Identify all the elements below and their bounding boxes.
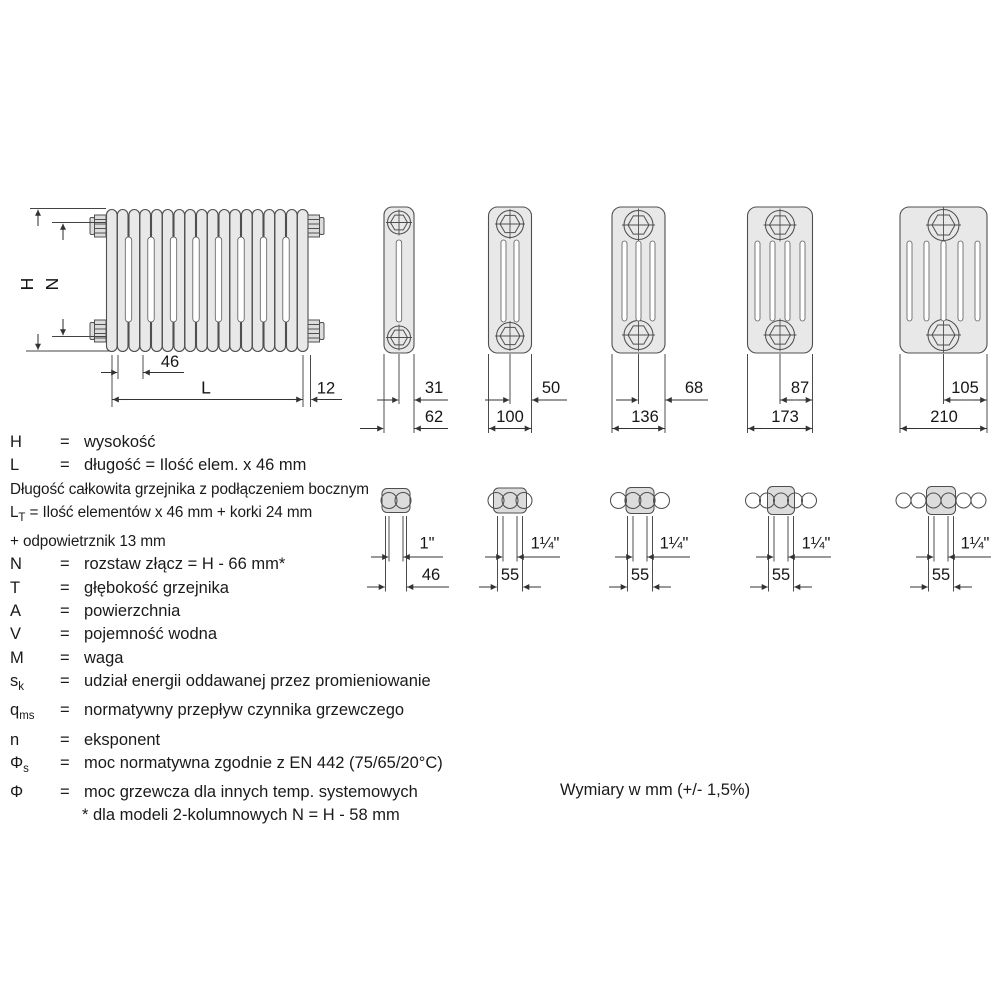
equals-sign: = bbox=[60, 701, 70, 720]
legend-symbol-sub: k bbox=[18, 680, 24, 693]
dim-label-depth: 173 bbox=[771, 408, 799, 426]
dim-label-half-depth: 105 bbox=[951, 379, 979, 397]
top-view-4col bbox=[609, 488, 690, 592]
legend-symbol: q bbox=[10, 701, 20, 720]
total-length-note-line2 bbox=[10, 501, 555, 530]
footnote: * dla modeli 2-kolumnowych N = H - 58 mm bbox=[82, 806, 400, 825]
legend-symbol: n bbox=[10, 730, 20, 749]
legend-desc: głębokość grzejnika bbox=[84, 578, 229, 597]
equals-sign: = bbox=[60, 555, 70, 574]
equals-sign: = bbox=[60, 433, 70, 451]
cross-section-6col bbox=[900, 207, 987, 433]
legend-symbol: N bbox=[10, 555, 22, 574]
cross-section-2col bbox=[360, 207, 448, 433]
equals-sign: = bbox=[60, 783, 70, 802]
total-length-note-line1: Długość całkowita grzejnika z podłączeniem bocznym bbox=[10, 480, 369, 498]
radiator-front-view bbox=[17, 209, 342, 408]
dim-label-height: H bbox=[17, 277, 37, 291]
dim-label-depth: 100 bbox=[496, 408, 524, 426]
dim-label-depth: 210 bbox=[930, 408, 958, 426]
equals-sign: = bbox=[60, 753, 70, 772]
top-view-5col bbox=[746, 487, 832, 592]
dim-label-pitch: 55 bbox=[500, 566, 520, 584]
dim-label-spacing: N bbox=[42, 277, 62, 291]
legend-desc: rozstaw złącz = H - 66 mm* bbox=[84, 555, 286, 574]
dim-label-depth: 136 bbox=[631, 408, 659, 426]
dim-label-pitch: 55 bbox=[630, 566, 650, 584]
dim-label-half-depth: 31 bbox=[424, 379, 444, 397]
dim-label-depth: 62 bbox=[424, 408, 444, 426]
dim-label-connection: 1" bbox=[419, 534, 435, 553]
legend-row bbox=[10, 623, 555, 646]
tolerance-note: Wymiary w mm (+/- 1,5%) bbox=[560, 781, 751, 799]
dim-label-element-pitch: 46 bbox=[160, 353, 180, 371]
legend-symbol: Φ bbox=[10, 783, 24, 802]
legend-symbol: H bbox=[10, 433, 22, 451]
legend-desc: normatywny przepływ czynnika grzewczego bbox=[84, 701, 405, 720]
dim-label-connection: 1¼" bbox=[659, 534, 689, 553]
legend-symbol: Φ bbox=[10, 753, 24, 772]
symbol-legend bbox=[10, 431, 555, 828]
legend-desc: eksponent bbox=[84, 730, 161, 749]
legend-symbol-sub: ms bbox=[19, 710, 35, 723]
top-view-6col bbox=[896, 487, 991, 592]
dim-label-length: L bbox=[201, 377, 211, 398]
lt-subscript: T bbox=[18, 511, 26, 524]
equals-sign: = bbox=[60, 730, 70, 749]
dim-label-half-depth: 68 bbox=[684, 379, 704, 397]
cross-section-3col bbox=[485, 207, 567, 433]
lt-symbol: L bbox=[10, 503, 19, 521]
legend-desc: moc normatywna zgodnie z EN 442 (75/65/20°C) bbox=[84, 753, 443, 772]
legend-row bbox=[10, 729, 555, 752]
legend-symbol: V bbox=[10, 625, 22, 644]
legend-symbol: A bbox=[10, 602, 22, 621]
legend-row bbox=[10, 752, 555, 781]
legend-symbol: s bbox=[10, 671, 19, 690]
dim-label-connection: 1¼" bbox=[801, 534, 831, 553]
equals-sign: = bbox=[60, 671, 70, 690]
dim-label-pitch: 55 bbox=[771, 566, 791, 584]
dim-label-pitch: 46 bbox=[421, 566, 441, 584]
equals-sign: = bbox=[60, 456, 70, 475]
legend-row bbox=[10, 699, 555, 728]
dim-label-half-depth: 50 bbox=[541, 379, 561, 397]
cross-section-5col bbox=[748, 207, 813, 433]
legend-row bbox=[10, 781, 555, 804]
legend-row bbox=[10, 647, 555, 670]
legend-symbol-sub: s bbox=[23, 762, 29, 775]
equals-sign: = bbox=[60, 625, 70, 644]
equals-sign: = bbox=[60, 648, 70, 667]
legend-desc: powierzchnia bbox=[84, 602, 181, 621]
legend-row bbox=[10, 670, 555, 699]
legend-symbol: L bbox=[10, 456, 20, 475]
dim-label-connection: 1¼" bbox=[530, 534, 560, 553]
legend-row bbox=[10, 600, 555, 623]
dim-label-connection: 1¼" bbox=[960, 534, 990, 553]
dim-label-pitch: 55 bbox=[931, 566, 951, 584]
lt-rest: = Ilość elementów x 46 mm + korki 24 mm bbox=[29, 503, 313, 521]
legend-desc: wysokość bbox=[84, 433, 156, 451]
equals-sign: = bbox=[60, 578, 70, 597]
legend-row bbox=[10, 431, 555, 454]
length-dimensions bbox=[101, 353, 342, 407]
legend-row bbox=[10, 553, 555, 576]
legend-symbol: T bbox=[10, 578, 21, 597]
total-length-note-line3: + odpowietrznik 13 mm bbox=[10, 533, 166, 551]
cross-section-4col bbox=[612, 207, 708, 433]
legend-desc: długość = Ilość elem. x 46 mm bbox=[84, 456, 307, 475]
radiator-elements bbox=[107, 210, 309, 352]
legend-desc: pojemność wodna bbox=[84, 625, 217, 644]
dim-label-side-extra: 12 bbox=[316, 379, 336, 398]
legend-symbol: M bbox=[10, 648, 24, 667]
legend-row bbox=[10, 577, 555, 600]
dim-label-half-depth: 87 bbox=[790, 379, 810, 397]
legend-desc: waga bbox=[84, 648, 124, 667]
legend-desc: udział energii oddawanej przez promieniowanie bbox=[84, 671, 431, 690]
equals-sign: = bbox=[60, 602, 70, 621]
legend-row bbox=[10, 454, 555, 477]
legend-desc: moc grzewcza dla innych temp. systemowych bbox=[84, 783, 418, 802]
